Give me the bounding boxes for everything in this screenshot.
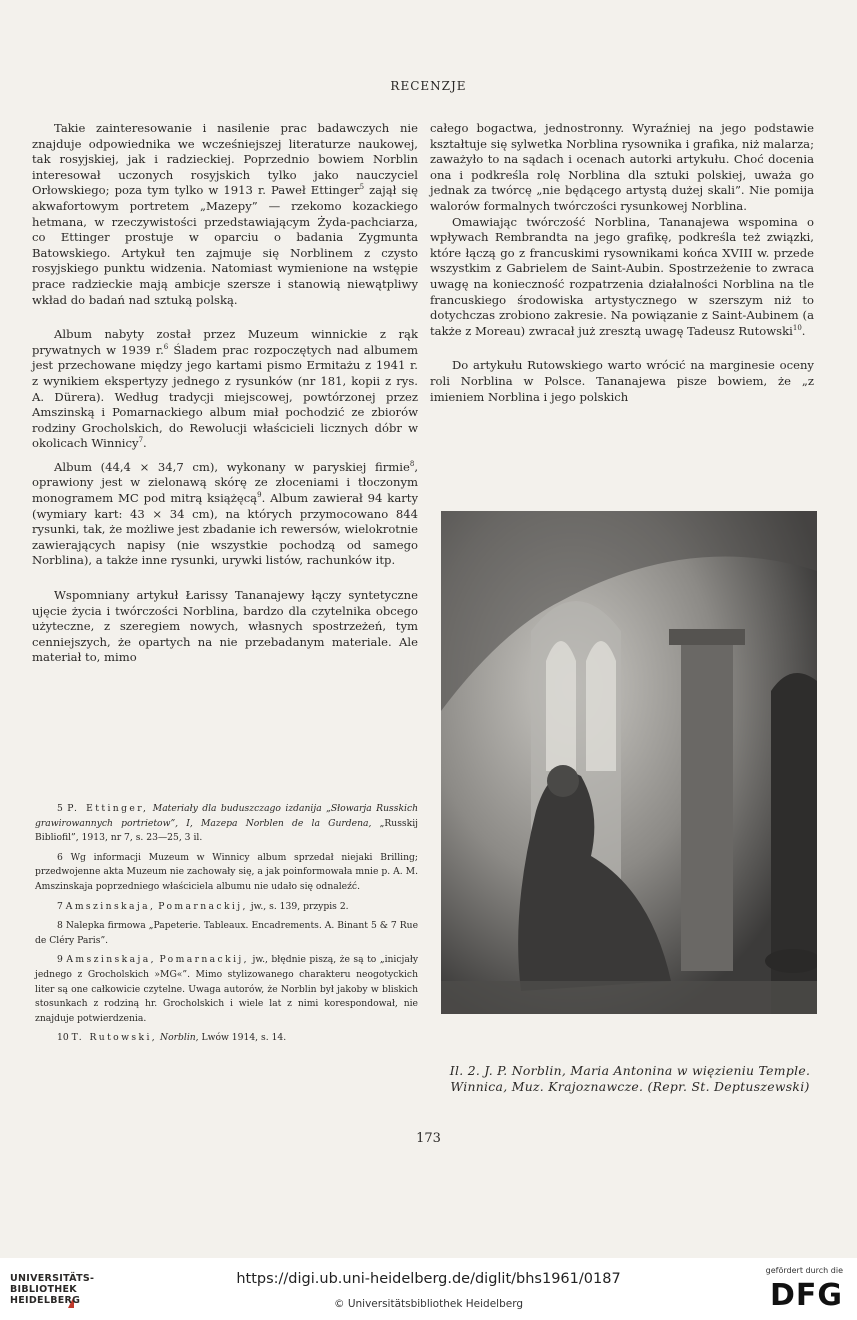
illustration-caption: Il. 2. J. P. Norblin, Maria Antonina w więzieniu Temple. Winnica, Muz. Krajoznawcze. (Repr. St. Deptuszewski) <box>449 1063 811 1094</box>
footnote-7: 7 Amszinskaja, Pomarnackij, jw., s. 139, przypis 2. <box>57 900 349 912</box>
illustration-drawing <box>441 511 817 1014</box>
illustration-svg <box>441 511 817 1014</box>
footnote-5: 5 P. Ettinger, Materiały dla buduszczago izdanija „Słowarja Russkich grawirowannych portrietow”, I, Mazepa Norblen de la Gurdena, „Russkij Bibliofil”, 1913, nr 7, s. 23—25, 3 il. <box>35 803 419 844</box>
paragraph: Do artykułu Rutowskiego warto wrócić na marginesie oceny roli Norblina w Polsce. Tananajewa pisze bowiem, że „z imieniem Norblina i jego polskich <box>430 358 814 404</box>
stone-column <box>681 641 733 971</box>
left-text-column <box>32 121 418 666</box>
figure-head <box>547 765 579 797</box>
funded-by-label: gefördert durch die <box>765 1266 843 1275</box>
page-number: 173 <box>416 1131 441 1146</box>
paragraph: Wspomniany artykuł Łarissy Tananajewy łączy syntetyczne ujęcie życia i twórczości Norblina, bardzo dla czytelnika obcego użyteczne, z szeregiem nowych, własnych spostrzeżeń, tym cenniejszych, że opartych na nie przebadanym materiale. Ale materiał to, mimo <box>32 588 418 665</box>
right-text-column <box>430 121 814 405</box>
permalink-url[interactable]: https://digi.ub.uni-heidelberg.de/diglit/bhs1961/0187 <box>236 1271 621 1287</box>
floor <box>441 981 817 1014</box>
paragraph: Album nabyty został przez Muzeum winnickie z rąk prywatnych w 1939 r.$^6$ Śladem prac rozpoczętych nad albumem jest przechowane między jego kartami pismo Ermitażu z 1941 r. z wynikiem ekspertyzy jednego z rysunków (nr 181, kopii z rys. A. Dürera). Według tradycji miejscowej, powtórzonej przez Amszinską i Pomarnackiego album miał pochodzić ze zbiorów rodziny Grocholskich, do Rewolucji właścicieli licznych dóbr w okolicach Winnicy$^7$. <box>32 327 418 451</box>
paragraph: Omawiając twórczość Norblina, Tananajewa wspomina o wpływach Rembrandta na jego grafikę, podkreśla też związki, które łączą go z francuskimi rysownikami końca XVIII w. przede wszystkim z Gabrielem de Saint-Aubin. Spostrzeżenie to zwraca uwagę na konieczność rozpatrzenia działalności Norblina na tle francuskiego środowiska artystycznego w szerszym niż to dotychczas zrobiono zakresie. Na powiązanie z Saint-Aubinem (a także z Moreau) zwracał już zresztą uwagę Tadeusz Rutowski$^{10}$. <box>430 214 814 338</box>
viewer-footer <box>0 1258 857 1320</box>
institution-name: UNIVERSITÄTS- BIBLIOTHEK HEIDELBERG <box>10 1273 95 1306</box>
paragraph: Album (44,4 × 34,7 cm), wykonany w paryskiej firmie$^8$, oprawiony jest w zielonawą skórę ze złoceniami i tłoczonym monogramem MC pod mitrą książęcą$^9$. Album zawierał 94 karty (wymiary kart: 43 × 34 cm), na których przymocowano 844 rysunki, tak, że możliwe jest zbadanie ich rewersów, wielokrotnie zawierających napisy (nie wszystkie pochodzą od samego Norblina), a także inne rysunki, urywki listów, rachunków itp. <box>32 459 418 568</box>
footnote-8: 8 Nalepka firmowa „Papeterie. Tableaux. Encadrements. A. Binant 5 & 7 Rue de Cléry Paris”. <box>35 920 419 946</box>
footnote-9: 9 Amszinskaja, Pomarnackij, jw., błędnie piszą, że są to „inicjały jednego z Grocholskich »MG«”. Mimo stylizowanego charakteru neogotyckich liter są one całkowicie czytelne. Uwaga autorów, że Norblin był jakoby w bliskich stosunkach z rodziną hr. Grocholskich i wiele lat z nimi korespondował, nie znajduje potwierdzenia. <box>35 954 419 1024</box>
footnote-6: 6 Wg informacji Muzeum w Winnicy album sprzedał niejaki Brilling; przedwojenne akta Muzeum nie zachowały się, a jak poinformowała mnie p. A. M. Amszinskaja poprzedniego właściciela albumu nie udało się odnaleźć. <box>35 851 419 892</box>
column-capital <box>669 629 745 645</box>
copyright-notice: © Universitätsbibliothek Heidelberg <box>333 1298 523 1310</box>
footnotes <box>35 802 418 1051</box>
paragraph: całego bogactwa, jednostronny. Wyraźniej na jego podstawie kształtuje się sylwetka Norblina rysownika i grafika, niż malarza; zaważyło to na sądach i ocenach autorki artykułu. Choć docenia ona i podkreśla rolę Norblina dla sztuki polskiej, uważa go jednak za twórcę „nie będącego artystą dużej skali”. Nie pomija walorów formalnych twórczości rysunkowej Norblina. <box>430 121 814 213</box>
dfg-logo: DFG <box>769 1278 843 1313</box>
footnote-10: 10 T. Rutowski, Norblin, Lwów 1914, s. 14. <box>57 1032 287 1044</box>
running-header: RECENZJE <box>390 79 467 93</box>
paragraph: Takie zainteresowanie i nasilenie prac badawczych nie znajduje odpowiednika we wcześniejszej literaturze naukowej, tak rosyjskiej, jak i radzieckiej. Poprzednio bowiem Norblin interesował uczonych rosyjskich tylko jako nauczyciel Orłowskiego; poza tym tylko w 1913 r. Paweł Ettinger$^5$ zajął się akwafortowym portretem „Mazepy” — rzekomo kozackiego hetmana, w rzeczywistości przedstawiającym Żyda-pachciarza, co Ettinger prostuje w oparciu o badania Zygmunta Batowskiego. Artykuł ten zajmuje się Norblinem z czysto rosyjskiego punktu widzenia. Natomiast wymienione na wstępie prace radzieckie mają ambicje szersze i stanowią niewątpliwy wkład do badań nad sztuką polską. <box>32 121 418 307</box>
